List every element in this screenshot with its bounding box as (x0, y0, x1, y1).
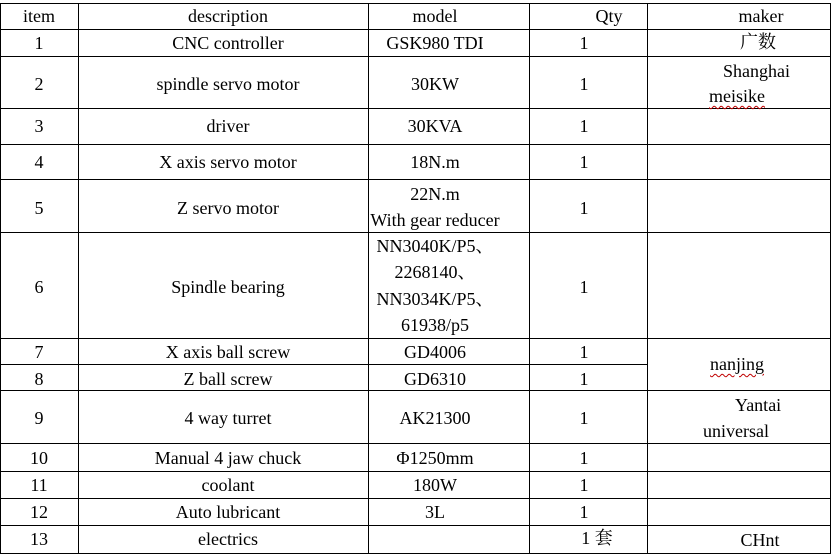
row-4-model: 18N.m (410, 152, 460, 172)
row-7-qty: 1 (579, 342, 589, 362)
header-qty: Qty (595, 6, 623, 26)
row-5-model-line-2: With gear reducer (370, 210, 500, 230)
row-7-description: X axis ball screw (165, 342, 291, 362)
row-9-model: AK21300 (399, 408, 471, 428)
row-10-model: Φ1250mm (396, 448, 474, 468)
row-3-item: 3 (34, 116, 44, 136)
row-6-description: Spindle bearing (171, 277, 285, 297)
row-2-model: 30KW (411, 74, 459, 94)
row-12-description: Auto lubricant (175, 502, 281, 522)
row-12-model: 3L (425, 502, 445, 522)
row-2-item: 2 (34, 74, 44, 94)
row-1-qty: 1 (579, 33, 589, 53)
row-9-qty: 1 (579, 408, 589, 428)
row-9-maker-line-2: universal (703, 421, 769, 441)
row-11-description: coolant (201, 475, 255, 495)
row-1-description: CNC controller (172, 33, 284, 53)
header-maker: maker (738, 6, 784, 26)
row-8-qty: 1 (579, 369, 589, 389)
header-model: model (412, 6, 458, 26)
row-1-model: GSK980 TDI (386, 33, 484, 53)
row-7-item: 7 (34, 342, 44, 362)
row-10-item: 10 (30, 448, 48, 468)
row-5-description: Z servo motor (177, 198, 279, 218)
row-2-maker-line-1: Shanghai (723, 61, 790, 81)
row-8-item: 8 (34, 369, 44, 389)
row-11-model: 180W (413, 475, 457, 495)
row-4-item: 4 (34, 152, 44, 172)
row-10-qty: 1 (579, 448, 589, 468)
row-12-qty: 1 (579, 502, 589, 522)
row-3-qty: 1 (579, 116, 589, 136)
row-9-maker-line-1: Yantai (735, 395, 782, 415)
row-13-item: 13 (30, 529, 48, 549)
row-3-description: driver (206, 116, 250, 136)
row-5-model-line-1: 22N.m (410, 184, 460, 204)
row-12-item: 12 (30, 502, 48, 522)
row-5-item: 5 (34, 198, 44, 218)
row-2-description: spindle servo motor (156, 74, 300, 94)
row-13-maker: CHnt (740, 530, 780, 550)
header-item: item (23, 6, 55, 26)
row-1-item: 1 (34, 33, 44, 53)
header-description: description (188, 6, 268, 26)
row-6-model-line-3: NN3034K/P5、 (376, 289, 494, 309)
row-9-item: 9 (34, 408, 44, 428)
row-9-description: 4 way turret (184, 408, 272, 428)
row-7-model: GD4006 (404, 342, 466, 362)
row-2-qty: 1 (579, 74, 589, 94)
row-6-item: 6 (34, 277, 44, 297)
row-11-qty: 1 (579, 475, 589, 495)
row-8-model: GD6310 (404, 369, 466, 389)
row-8-description: Z ball screw (183, 369, 273, 389)
row-13-qty: 1 套 (581, 528, 613, 548)
row-6-model-line-2: 2268140、 (394, 262, 476, 282)
row-3-model: 30KVA (407, 116, 463, 136)
row-1-maker: 广数 (740, 32, 776, 52)
row-13-description: electrics (198, 529, 258, 549)
row-10-description: Manual 4 jaw chuck (154, 448, 302, 468)
row-11-item: 11 (30, 475, 48, 495)
row-2-maker-line-2: meisike (709, 86, 765, 106)
row-6-model-line-4: 61938/p5 (400, 315, 470, 335)
rows-7-8-maker: nanjing (710, 354, 764, 374)
row-4-qty: 1 (579, 152, 589, 172)
row-6-model-line-1: NN3040K/P5、 (376, 236, 494, 256)
row-6-qty: 1 (579, 277, 589, 297)
row-4-description: X axis servo motor (159, 152, 297, 172)
row-5-qty: 1 (579, 198, 589, 218)
